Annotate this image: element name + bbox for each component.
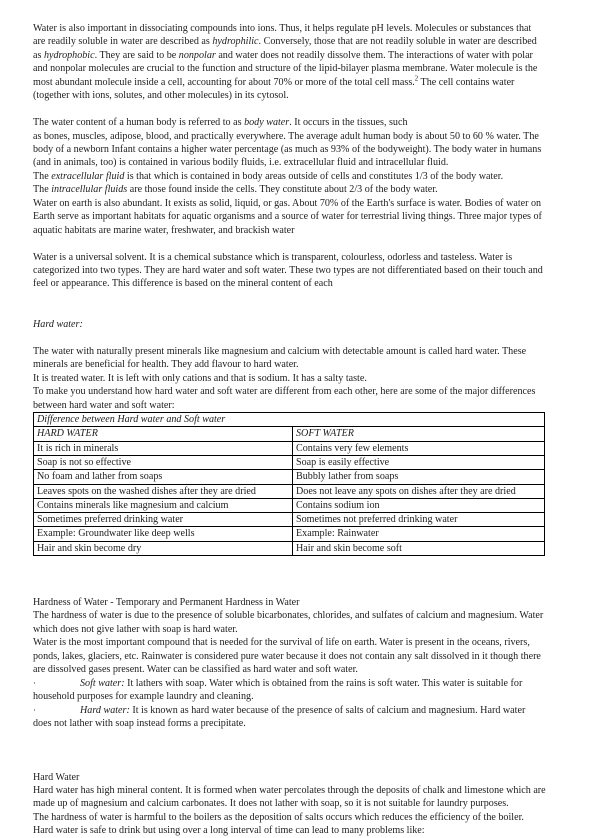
table-cell-soft: Hair and skin become soft <box>293 541 545 555</box>
paragraph-body-water-intro <box>33 116 546 129</box>
section-spacer <box>33 556 546 596</box>
heading-hard-water: Hard water: <box>33 318 83 330</box>
section-spacer <box>33 291 546 318</box>
heading-hardness-of-water: Hardness of Water - Temporary and Permanent Hardness in Water <box>33 597 300 609</box>
text-run: . Conversely, those that are not readily soluble in water are described as <box>33 36 537 61</box>
table-cell-hard: Hair and skin become dry <box>34 541 293 555</box>
paragraph-body-water-detail: as bones, muscles, adipose, blood, and practically everywhere. The average adult human body is about 50 to 60 % water. The body of a newborn Infant contains a higher water percentage (as much as 93% of the bodyweight). The body water in humans (and in animals, too) is contained in various bodily fluids, i.e. extracellular fluid and intracellular fluid. <box>33 130 542 169</box>
table-caption-cell: Difference between Hard water and Soft water <box>34 413 545 427</box>
heading-hard-water-section: Hard Water <box>33 771 80 783</box>
table-container <box>33 412 546 556</box>
bullet-term-hard-water: Hard water: <box>80 704 130 716</box>
paragraph-water-importance: Water is the most important compound that is needed for the survival of life on earth. Water is present in the oceans, rivers, ponds, lakes, glaciers, etc. Rainwater is considered pure water because it does not contain any salt dissolved in it though there are dissolved gases present. Water can be classified as hard water and soft water. <box>33 637 541 676</box>
emphasis-extracellular-fluid: extracellular fluid <box>51 170 125 182</box>
paragraph-water-dissociation <box>33 22 546 103</box>
text-run: . It occurs in the tissues, such <box>289 117 408 129</box>
emphasis-hydrophilic: hydrophilic <box>212 36 259 48</box>
table-row <box>34 527 545 541</box>
text-run: and water does not readily dissolve them. The interactions of water with polar and nonpolar molecules are crucial to the function and structure of the lipid-bilayer plasma membrane. Water molecule is the most abundant molecule inside a cell, accounting for about 70% or more of the total cell mass. <box>33 49 538 88</box>
table-cell-hard: Sometimes preferred drinking water <box>34 513 293 527</box>
emphasis-nonpolar: nonpolar <box>178 49 216 61</box>
table-cell-hard: No foam and lather from soaps <box>34 470 293 484</box>
text-run: The <box>33 184 52 196</box>
table-body <box>34 413 545 556</box>
table-row <box>34 498 545 512</box>
paragraph-spacer <box>33 237 546 250</box>
bullet-marker-icon: · <box>33 704 36 715</box>
text-run: The <box>33 170 52 182</box>
paragraph-spacer <box>33 103 546 116</box>
document-body <box>33 22 546 838</box>
column-header-hard-water: HARD WATER <box>34 427 293 441</box>
text-run: The cell contains water (together with ions, solutes, and other molecules) in its cytosol. <box>33 76 515 102</box>
column-header-soft-water: SOFT WATER <box>293 427 545 441</box>
paragraph-universal-solvent: Water is a universal solvent. It is a chemical substance which is transparent, colourless, odorless and tasteless. Water is categorized into two types. They are hard water and soft water. These two types are not differentiated based on their touch and feel or appearance. This difference is based on the mineral content of each <box>33 251 543 290</box>
table-cell-hard: It is rich in minerals <box>34 441 293 455</box>
paragraph-hardness-cause: The hardness of water is due to the presence of soluble bicarbonates, chlorides, and sulfates of calcium and magnesium. Water which does not give lather with soap is hard water. <box>33 610 544 635</box>
bullet-item-hard-water <box>33 704 546 731</box>
paragraph-intracellular-fluids <box>33 183 546 196</box>
table-cell-soft: Soap is easily effective <box>293 455 545 469</box>
table-row <box>34 441 545 455</box>
bullet-text: It lathers with soap. Water which is obtained from the rains is soft water. This water is suitable for household purposes for example laundry and cleaning. <box>33 677 523 703</box>
table-cell-hard: Soap is not so effective <box>34 455 293 469</box>
paragraph-hard-water-minerals: The water with naturally present minerals like magnesium and calcium with detectable amount is called hard water. These minerals are beneficial for health. They add flavour to hard water. <box>33 345 527 371</box>
table-row <box>34 470 545 484</box>
emphasis-hydrophobic: hydrophobic <box>43 49 95 61</box>
paragraph-extracellular-fluid <box>33 170 546 183</box>
text-run: . They are said to be <box>94 49 179 61</box>
paragraph-water-on-earth: Water on earth is also abundant. It exists as solid, liquid, or gas. About 70% of the Earth's surface is water. Bodies of water on Earth serve as important habitats for aquatic organisms and a source of water for terrestrial living things. Three major types of aquatic habitats are marine water, freshwater, and brackish water <box>33 197 542 236</box>
paragraph-boiler-harm: The hardness of water is harmful to the boilers as the deposition of salts occurs which reduces the efficiency of the boiler. <box>33 811 524 823</box>
table-cell-soft: Sometimes not preferred drinking water <box>293 513 545 527</box>
table-cell-hard: Leaves spots on the washed dishes after they are dried <box>34 484 293 498</box>
emphasis-body-water: body water <box>244 117 290 129</box>
paragraph-spacer <box>33 331 546 344</box>
table-row <box>34 455 545 469</box>
paragraph-treated-water: It is treated water. It is left with only cations and that is sodium. It has a salty taste. <box>33 372 367 384</box>
table-cell-hard: Contains minerals like magnesium and calcium <box>34 498 293 512</box>
table-caption-row <box>34 413 545 427</box>
bullet-term-soft-water: Soft water: <box>80 677 125 689</box>
paragraph-drinking-problems: Hard water is safe to drink but using over a long interval of time can lead to many problems like: <box>33 825 425 837</box>
table-cell-soft: Does not leave any spots on dishes after they are dried <box>293 484 545 498</box>
hard-vs-soft-water-table <box>33 412 545 556</box>
table-row <box>34 513 545 527</box>
text-run: is that which is contained in body areas outside of cells and constitutes 1/3 of the body water. <box>124 170 504 182</box>
bullet-marker-icon: · <box>33 677 36 688</box>
text-run: are those found inside the cells. They constitute about 2/3 of the body water. <box>127 184 438 196</box>
table-row <box>34 541 545 555</box>
paragraph-hard-water-formation: Hard water has high mineral content. It is formed when water percolates through the deposits of chalk and limestone which are made up of magnesium and calcium carbonates. It does not lather with soap, so it is not suitable for laundry purposes. <box>33 785 546 810</box>
section-spacer <box>33 731 546 771</box>
table-row <box>34 484 545 498</box>
text-run: The water content of a human body is referred to as <box>33 117 245 129</box>
table-header-row <box>34 427 545 441</box>
table-cell-soft: Bubbly lather from soaps <box>293 470 545 484</box>
text-run: Water is also important in dissociating compounds into ions. Thus, it helps regulate pH levels. Molecules or substances that are readily soluble in water are described as <box>33 23 532 48</box>
emphasis-intracellular-fluids: intracellular fluids <box>51 184 128 196</box>
table-cell-soft: Example: Rainwater <box>293 527 545 541</box>
paragraph-table-intro: To make you understand how hard water and soft water are different from each other, here are some of the major differences between hard water and soft water: <box>33 386 536 411</box>
bullet-text: It is known as hard water because of the presence of salts of calcium and magnesium. Hard water does not lather with soap instead forms a precipitate. <box>33 704 526 730</box>
table-cell-hard: Example: Groundwater like deep wells <box>34 527 293 541</box>
footnote-reference: 2 <box>414 75 419 83</box>
table-cell-soft: Contains sodium ion <box>293 498 545 512</box>
bullet-item-soft-water <box>33 677 546 704</box>
table-cell-soft: Contains very few elements <box>293 441 545 455</box>
